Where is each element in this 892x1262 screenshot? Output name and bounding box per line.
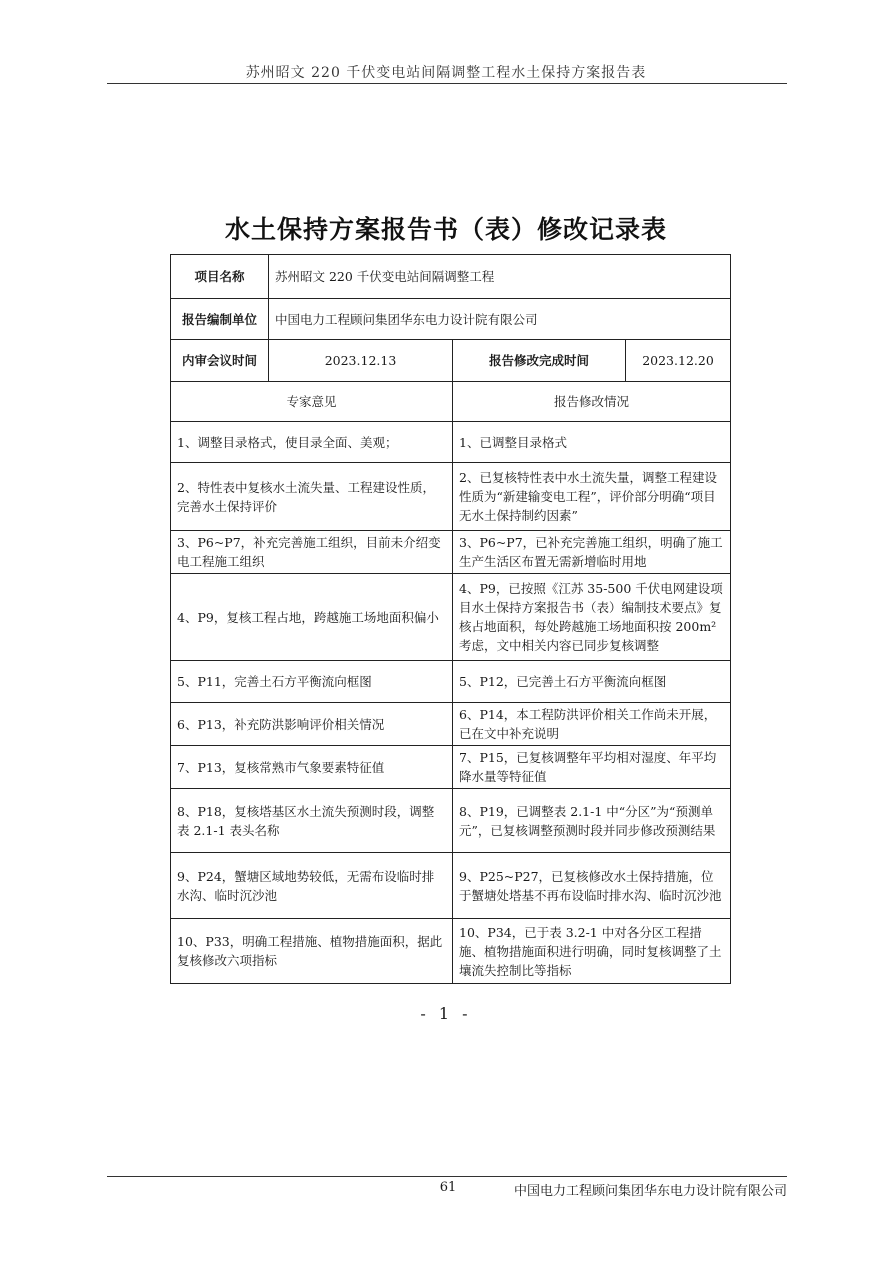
table-row	[171, 463, 731, 531]
meeting-date-label: 内审会议时间	[171, 340, 269, 382]
page-number: - 1 -	[420, 1004, 472, 1023]
revision-status-cell: 8、P19，已调整表 2.1-1 中“分区”为“预测单元”，已复核调整预测时段并同步修改预测结果	[453, 789, 731, 853]
revision-status-cell: 6、P14，本工程防洪评价相关工作尚未开展，已在文中补充说明	[453, 703, 731, 746]
revision-status-cell: 10、P34，已于表 3.2-1 中对各分区工程措施、植物措施面积进行明确，同时复核调整了土壤流失控制比等指标	[453, 919, 731, 984]
table-row	[171, 789, 731, 853]
table-row	[171, 531, 731, 574]
expert-opinion-cell: 9、P24，蟹塘区域地势较低，无需布设临时排水沟、临时沉沙池	[171, 853, 453, 919]
project-name-label: 项目名称	[171, 255, 269, 299]
expert-opinion-cell: 2、特性表中复核水土流失量、工程建设性质，完善水土保持评价	[171, 463, 453, 531]
dates-row	[171, 340, 731, 382]
expert-opinion-header: 专家意见	[171, 382, 453, 422]
running-header: 苏州昭文 220 千伏变电站间隔调整工程水土保持方案报告表	[245, 65, 647, 81]
table-row	[171, 661, 731, 703]
project-row	[171, 255, 731, 299]
expert-opinion-cell: 5、P11，完善土石方平衡流向框图	[171, 661, 453, 703]
revision-status-cell: 3、P6~P7，已补充完善施工组织，明确了施工生产生活区布置无需新增临时用地	[453, 531, 731, 574]
revision-status-cell: 1、已调整目录格式	[453, 422, 731, 463]
table-row	[171, 574, 731, 661]
revision-status-cell: 5、P12，已完善土石方平衡流向框图	[453, 661, 731, 703]
revision-status-cell: 7、P15，已复核调整年平均相对湿度、年平均降水量等特征值	[453, 746, 731, 789]
revision-status-header: 报告修改情况	[453, 382, 731, 422]
compiling-unit-value: 中国电力工程顾问集团华东电力设计院有限公司	[269, 299, 731, 340]
revision-date-label: 报告修改完成时间	[453, 340, 626, 382]
table-row	[171, 703, 731, 746]
revision-status-cell: 4、P9，已按照《江苏 35-500 千伏电网建设项目水土保持方案报告书（表）编制技术要点》复核占地面积，每处跨越施工场地面积按 200m² 考虑，文中相关内容已同步复核调整	[453, 574, 731, 661]
revision-status-cell: 9、P25~P27，已复核修改水土保持措施，位于蟹塘处塔基不再布设临时排水沟、临时沉沙池	[453, 853, 731, 919]
expert-opinion-cell: 3、P6~P7，补充完善施工组织，目前未介绍变电工程施工组织	[171, 531, 453, 574]
expert-opinion-cell: 8、P18，复核塔基区水土流失预测时段，调整表 2.1-1 表头名称	[171, 789, 453, 853]
table-row	[171, 853, 731, 919]
footer-organization: 中国电力工程顾问集团华东电力设计院有限公司	[513, 1184, 787, 1199]
footer-rule	[107, 1176, 787, 1177]
table-row	[171, 919, 731, 984]
column-header-row	[171, 382, 731, 422]
modification-record-table	[170, 254, 731, 984]
expert-opinion-cell: 7、P13，复核常熟市气象要素特征值	[171, 746, 453, 789]
project-name-value: 苏州昭文 220 千伏变电站间隔调整工程	[269, 255, 731, 299]
document-title: 水土保持方案报告书（表）修改记录表	[224, 215, 667, 244]
revision-date-value: 2023.12.20	[626, 340, 731, 382]
footer-page-number: 61	[439, 1180, 457, 1195]
expert-opinion-cell: 4、P9，复核工程占地，跨越施工场地面积偏小	[171, 574, 453, 661]
expert-opinion-cell: 1、调整目录格式，使目录全面、美观；	[171, 422, 453, 463]
expert-opinion-cell: 10、P33，明确工程措施、植物措施面积，据此复核修改六项指标	[171, 919, 453, 984]
table-row	[171, 422, 731, 463]
header-rule	[107, 83, 787, 84]
table-row	[171, 746, 731, 789]
expert-opinion-cell: 6、P13，补充防洪影响评价相关情况	[171, 703, 453, 746]
meeting-date-value: 2023.12.13	[269, 340, 453, 382]
unit-row	[171, 299, 731, 340]
revision-status-cell: 2、已复核特性表中水土流失量，调整工程建设性质为“新建输变电工程”，评价部分明确“项目无水土保持制约因素”	[453, 463, 731, 531]
compiling-unit-label: 报告编制单位	[171, 299, 269, 340]
